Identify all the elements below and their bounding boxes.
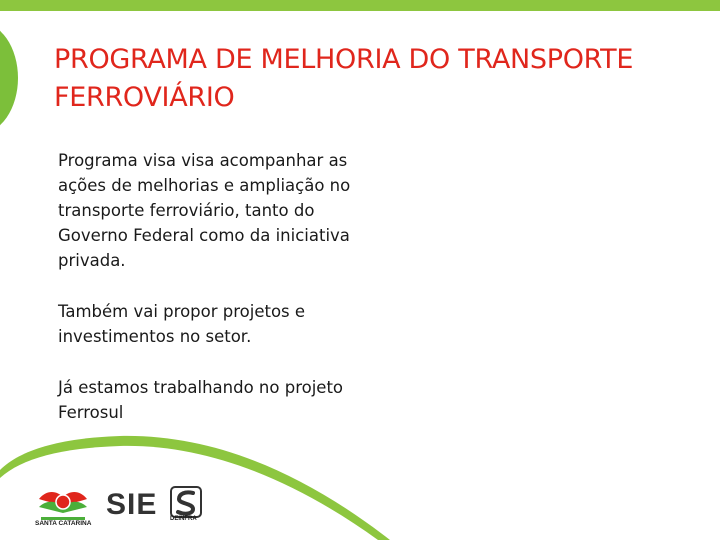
paragraph-1: Programa visa visa acompanhar as ações de melhorias e ampliação no transporte ferroviário, tanto do Governo Federal como da iniciativa privada. <box>58 151 351 270</box>
left-decorative-arc <box>0 22 18 134</box>
deinfra-logo-icon <box>167 485 205 533</box>
slide-title: PROGRAMA DE MELHORIA DO TRANSPORTE FERROVIÁRIO <box>54 44 634 113</box>
footer-green-wave <box>0 430 720 540</box>
santa-catarina-label: SANTA CATARINA <box>35 520 92 527</box>
deinfra-label: DEINFRA <box>170 516 197 522</box>
top-accent-bar <box>0 0 720 11</box>
sie-logo: SIE <box>106 488 158 521</box>
paragraph-2: Também vai propor projetos e investimentos no setor. <box>58 302 306 346</box>
paragraph-3: Já estamos trabalhando no projeto Ferrosul <box>58 378 344 422</box>
slide-body <box>58 148 368 451</box>
